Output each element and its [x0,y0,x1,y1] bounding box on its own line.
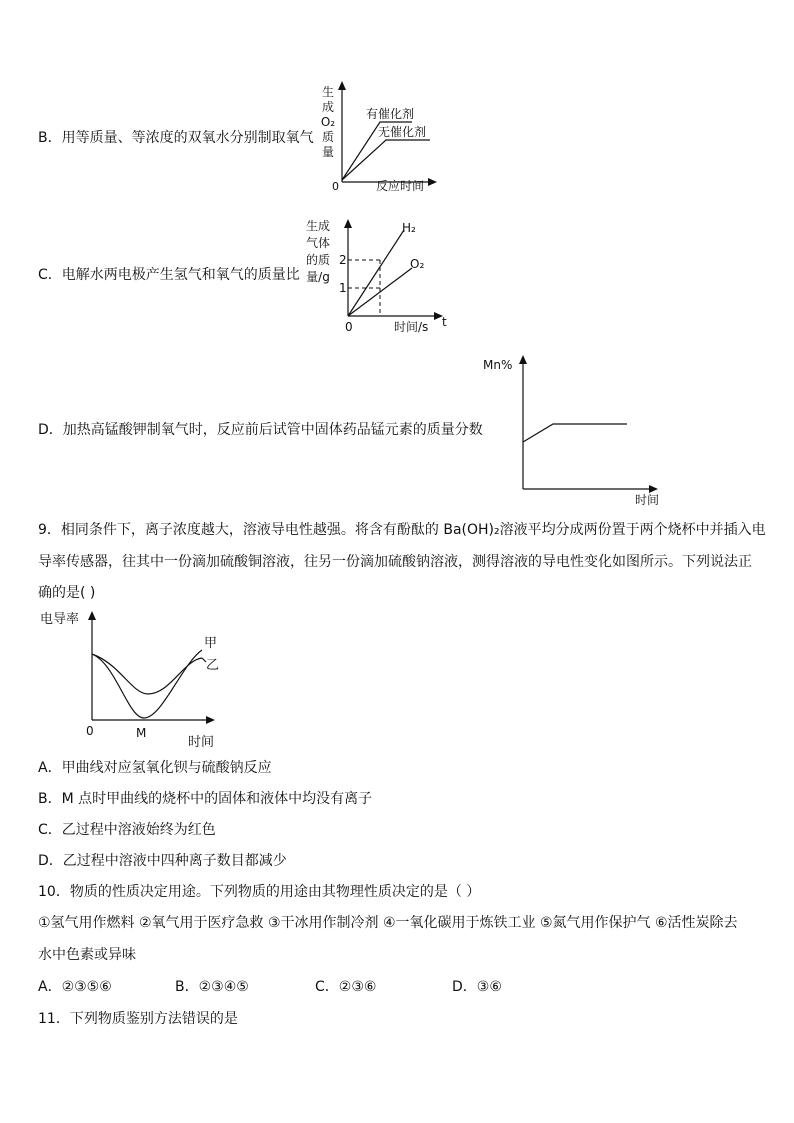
b-origin: 0 [332,180,339,193]
q9-line-3: 确的是( ) [38,585,96,601]
d-y-arrow [519,355,527,364]
c-xlabel: 时间/s [394,320,429,334]
b-xlabel: 反应时间 [376,179,425,193]
c-t-label: t [442,315,447,329]
b-ylabel-3: O₂ [320,115,336,129]
c-ylabel-2: 气体 [305,236,331,250]
d-ylabel: Mn% [483,358,513,372]
c-tick-2: 2 [339,253,347,267]
q10-stem: 10．物质的性质决定用途。下列物质的用途由其物理性质决定的是（ ） [38,884,481,900]
q10-choice-a: A．②③⑤⑥ [38,979,112,995]
q10-items-line-2: 水中色素或异味 [38,947,136,963]
b-ylabel-2: 成 [321,100,335,114]
q9-curve-yi [92,654,202,694]
option-d-text: D．加热高锰酸钾制氧气时，反应前后试管中固体药品锰元素的质量分数 [38,422,483,438]
b-ylabel-1: 生 [321,85,335,99]
b-curve1-label: 有催化剂 [366,107,415,121]
q9-option-d: D．乙过程中溶液中四种离子数目都减少 [38,853,287,869]
q9-line-2: 导率传感器，往其中一份滴加硫酸铜溶液，往另一份滴加硫酸钠溶液，测得溶液的导电性变化如图所示。下列说法正 [38,554,752,570]
q9-line-1: 9．相同条件下，离子浓度越大，溶液导电性越强。将含有酚酞的 Ba(OH)₂溶液平均分成两份置于两个烧杯中并插入电 [38,522,766,538]
q11-stem: 11．下列物质鉴别方法错误的是 [38,1011,238,1027]
c-h2-label: H₂ [402,221,416,235]
d-mn-curve [523,424,627,442]
q9-y-arrow [88,611,96,620]
q10-items-line-1: ①氢气用作燃料 ②氧气用于医疗急救 ③干冰用作制冷剂 ④一氧化碳用于炼铁工业 ⑤氮气用作保护气 ⑥活性炭除去 [38,915,738,931]
q9-curve-jia [92,650,202,718]
q9-m-label: M [136,726,147,740]
q9-series-yi: 乙 [206,658,220,673]
b-ylabel-5: 量 [321,145,335,159]
c-y-arrow [344,219,352,228]
q9-x-arrow [206,716,215,724]
c-tick-1: 1 [339,281,347,295]
c-h2-line [348,230,404,316]
c-ylabel-4: 量/g [306,270,330,284]
b-curve2-label: 无催化剂 [378,125,427,139]
q9-chart [38,606,238,750]
option-c-chart [300,212,460,337]
b-ylabel-4: 质 [321,130,335,144]
q10-choice-b: B．②③④⑤ [175,979,249,995]
c-ylabel-3: 的质 [305,253,331,267]
option-c-text: C．电解水两电极产生氢气和氧气的质量比 [38,267,300,283]
b-x-arrow [428,178,437,186]
q10-choice-c: C．②③⑥ [315,979,377,995]
b-y-arrow [338,81,346,90]
option-b-chart [310,78,450,198]
c-o2-label: O₂ [410,257,425,271]
c-ylabel-1: 生成 [305,219,331,233]
option-d-chart [475,350,675,510]
q9-xlabel: 时间 [188,735,215,750]
q9-ylabel: 电导率 [40,612,80,627]
d-xlabel: 时间 [635,493,660,507]
q10-choice-d: D．③⑥ [452,979,502,995]
d-x-arrow [649,485,658,493]
c-origin: 0 [345,320,353,334]
q9-option-b: B．M 点时甲曲线的烧杯中的固体和液体中均没有离子 [38,791,373,807]
q9-series-jia: 甲 [204,636,218,651]
option-b-text: B．用等质量、等浓度的双氧水分别制取氧气 [38,130,314,146]
q9-option-a: A．甲曲线对应氢氧化钡与硫酸钠反应 [38,760,272,776]
q9-origin: 0 [86,724,94,738]
q9-option-c: C．乙过程中溶液始终为红色 [38,822,216,838]
